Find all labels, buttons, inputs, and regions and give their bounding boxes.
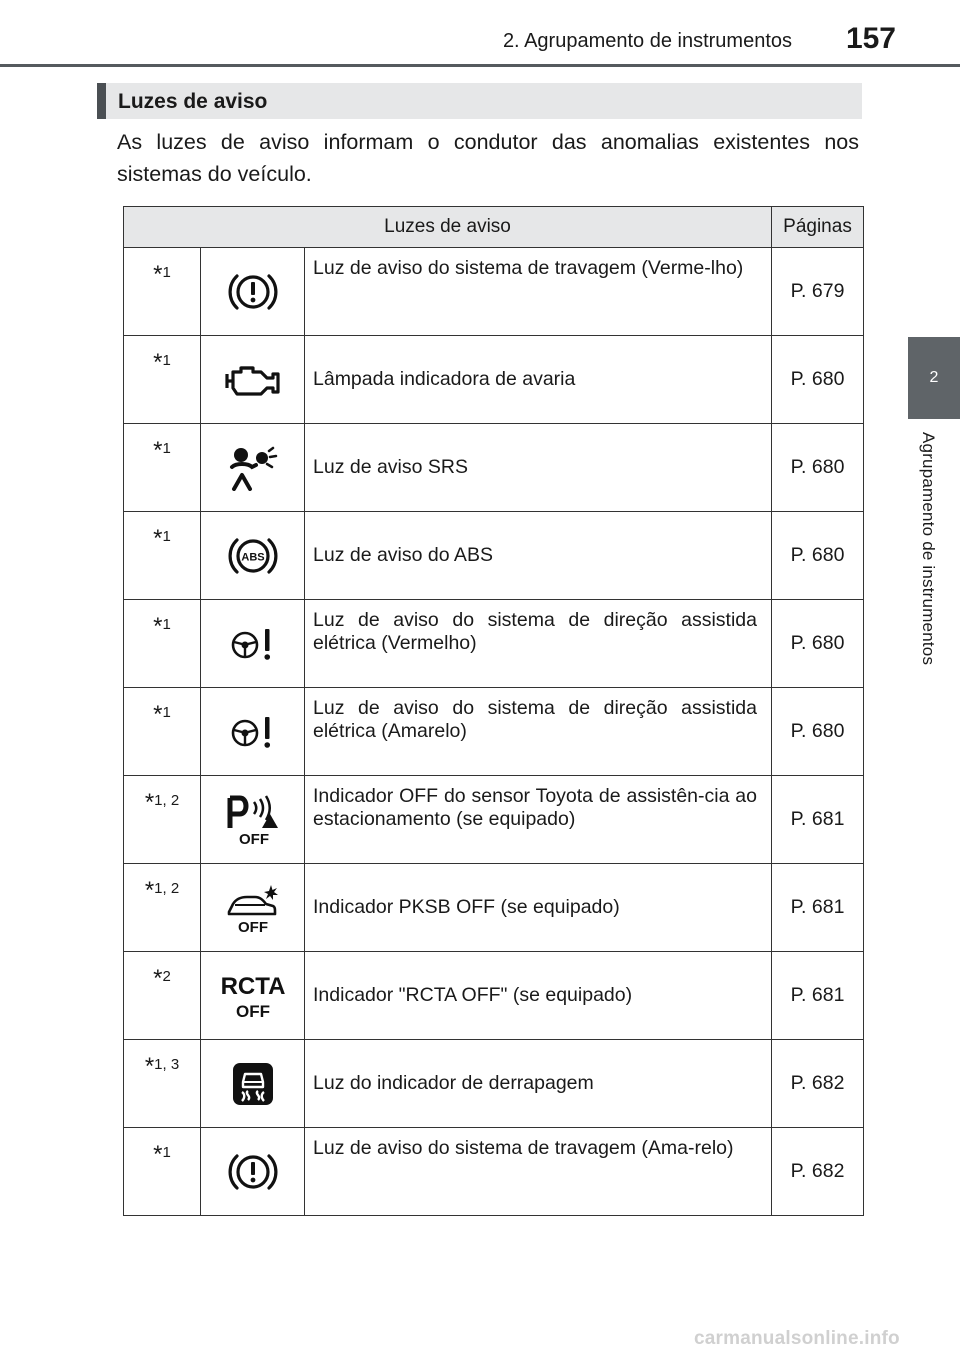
description-cell: Lâmpada indicadora de avaria bbox=[305, 336, 772, 424]
page-ref-cell: P. 679 bbox=[772, 248, 864, 336]
footnote-ref: 1 bbox=[162, 1144, 171, 1161]
watermark: carmanualsonline.info bbox=[694, 1328, 900, 1349]
header-rule bbox=[0, 64, 960, 67]
footnote-ref: 1 bbox=[162, 352, 171, 369]
footnote-ref: 1 bbox=[162, 440, 171, 457]
asterisk: * bbox=[153, 1141, 163, 1168]
icon-cell bbox=[201, 952, 305, 1040]
reference-cell bbox=[124, 424, 201, 512]
footnote-ref: 1, 2 bbox=[154, 792, 180, 809]
table-row bbox=[124, 1128, 864, 1216]
icon-cell bbox=[201, 1040, 305, 1128]
footnote-ref: 2 bbox=[162, 968, 171, 985]
icon-cell bbox=[201, 248, 305, 336]
page-ref-cell: P. 680 bbox=[772, 600, 864, 688]
description-cell: Luz de aviso SRS bbox=[305, 424, 772, 512]
icon-cell bbox=[201, 600, 305, 688]
table-row bbox=[124, 864, 864, 952]
reference-cell bbox=[124, 776, 201, 864]
icon-cell bbox=[201, 864, 305, 952]
reference-cell bbox=[124, 248, 201, 336]
intro-paragraph: As luzes de aviso informam o condutor das anomalias existentes nos sistemas do veículo. bbox=[117, 130, 859, 186]
reference-cell bbox=[124, 952, 201, 1040]
header-lights: Luzes de aviso bbox=[124, 207, 772, 248]
page-ref-cell: P. 682 bbox=[772, 1128, 864, 1216]
icon-cell bbox=[201, 336, 305, 424]
pksb-off-icon bbox=[223, 882, 283, 934]
icon-cell bbox=[201, 512, 305, 600]
srs-airbag-icon bbox=[226, 445, 280, 491]
reference-cell bbox=[124, 688, 201, 776]
power-steering-icon bbox=[229, 714, 277, 750]
page-ref-cell: P. 682 bbox=[772, 1040, 864, 1128]
icon-cell bbox=[201, 688, 305, 776]
asterisk: * bbox=[144, 1053, 155, 1080]
footnote-ref: 1 bbox=[162, 264, 171, 281]
icon-cell bbox=[201, 424, 305, 512]
page-ref-cell: P. 680 bbox=[772, 424, 864, 512]
section-heading bbox=[97, 83, 862, 119]
page-ref-cell: P. 681 bbox=[772, 776, 864, 864]
description-cell: Luz de aviso do sistema de travagem (Verme-lho) bbox=[305, 248, 772, 336]
reference-cell bbox=[124, 864, 201, 952]
icon-cell bbox=[201, 1128, 305, 1216]
power-steering-icon bbox=[229, 626, 277, 662]
brake-warning-icon bbox=[227, 270, 279, 314]
asterisk: * bbox=[153, 701, 163, 728]
description-cell: Indicador OFF do sensor Toyota de assistên-cia ao estacionamento (se equipado) bbox=[305, 776, 772, 864]
footnote-ref: 1, 3 bbox=[154, 1056, 180, 1073]
page-ref-cell: P. 680 bbox=[772, 336, 864, 424]
description-cell: Indicador "RCTA OFF" (se equipado) bbox=[305, 952, 772, 1040]
description-cell: Luz de aviso do sistema de direção assistida elétrica (Vermelho) bbox=[305, 600, 772, 688]
rcta-off-icon bbox=[214, 972, 292, 1020]
asterisk: * bbox=[153, 261, 163, 288]
asterisk: * bbox=[144, 789, 155, 816]
off-text: OFF bbox=[238, 830, 269, 846]
page-number: 157 bbox=[845, 22, 896, 55]
footnote-ref: 1 bbox=[162, 616, 171, 633]
page-ref-cell: P. 680 bbox=[772, 512, 864, 600]
chapter-side-label: Agrupamento de instrumentos bbox=[919, 432, 938, 666]
section-title: Luzes de aviso bbox=[118, 90, 268, 113]
reference-cell bbox=[124, 1128, 201, 1216]
footnote-ref: 1 bbox=[162, 704, 171, 721]
description-cell: Luz do indicador de derrapagem bbox=[305, 1040, 772, 1128]
asterisk: * bbox=[144, 877, 155, 904]
asterisk: * bbox=[153, 965, 163, 992]
abs-text: ABS bbox=[240, 551, 265, 563]
table-row bbox=[124, 248, 864, 336]
warning-lights-table bbox=[123, 206, 864, 1216]
asterisk: * bbox=[153, 437, 163, 464]
reference-cell bbox=[124, 600, 201, 688]
reference-cell bbox=[124, 336, 201, 424]
reference-cell bbox=[124, 1040, 201, 1128]
off-text: OFF bbox=[237, 918, 268, 934]
reference-cell bbox=[124, 512, 201, 600]
page-header-title: 2. Agrupamento de instrumentos bbox=[502, 30, 792, 52]
header-pages: Páginas bbox=[772, 207, 864, 248]
skid-indicator-icon bbox=[232, 1062, 274, 1106]
chapter-number: 2 bbox=[929, 369, 939, 386]
icon-cell bbox=[201, 776, 305, 864]
asterisk: * bbox=[153, 525, 163, 552]
check-engine-icon bbox=[223, 360, 283, 400]
table-row bbox=[124, 424, 864, 512]
rcta-text: RCTA bbox=[220, 972, 285, 1000]
brake-warning-icon bbox=[227, 1150, 279, 1194]
table-row bbox=[124, 952, 864, 1040]
table-row bbox=[124, 600, 864, 688]
table-row bbox=[124, 512, 864, 600]
table-header-row bbox=[124, 207, 864, 248]
page-ref-cell: P. 680 bbox=[772, 688, 864, 776]
footnote-ref: 1, 2 bbox=[154, 880, 180, 897]
description-cell: Indicador PKSB OFF (se equipado) bbox=[305, 864, 772, 952]
description-cell: Luz de aviso do ABS bbox=[305, 512, 772, 600]
page-ref-cell: P. 681 bbox=[772, 952, 864, 1040]
chapter-side-tab bbox=[908, 337, 960, 419]
table-row bbox=[124, 688, 864, 776]
page-ref-cell: P. 681 bbox=[772, 864, 864, 952]
asterisk: * bbox=[153, 613, 163, 640]
footnote-ref: 1 bbox=[162, 528, 171, 545]
table-row bbox=[124, 336, 864, 424]
parking-sensor-off-icon bbox=[224, 794, 282, 846]
table-row bbox=[124, 1040, 864, 1128]
off-text: OFF bbox=[235, 1001, 270, 1020]
asterisk: * bbox=[153, 349, 163, 376]
table-row bbox=[124, 776, 864, 864]
description-cell: Luz de aviso do sistema de direção assistida elétrica (Amarelo) bbox=[305, 688, 772, 776]
description-cell: Luz de aviso do sistema de travagem (Ama-relo) bbox=[305, 1128, 772, 1216]
abs-warning-icon bbox=[227, 534, 279, 578]
